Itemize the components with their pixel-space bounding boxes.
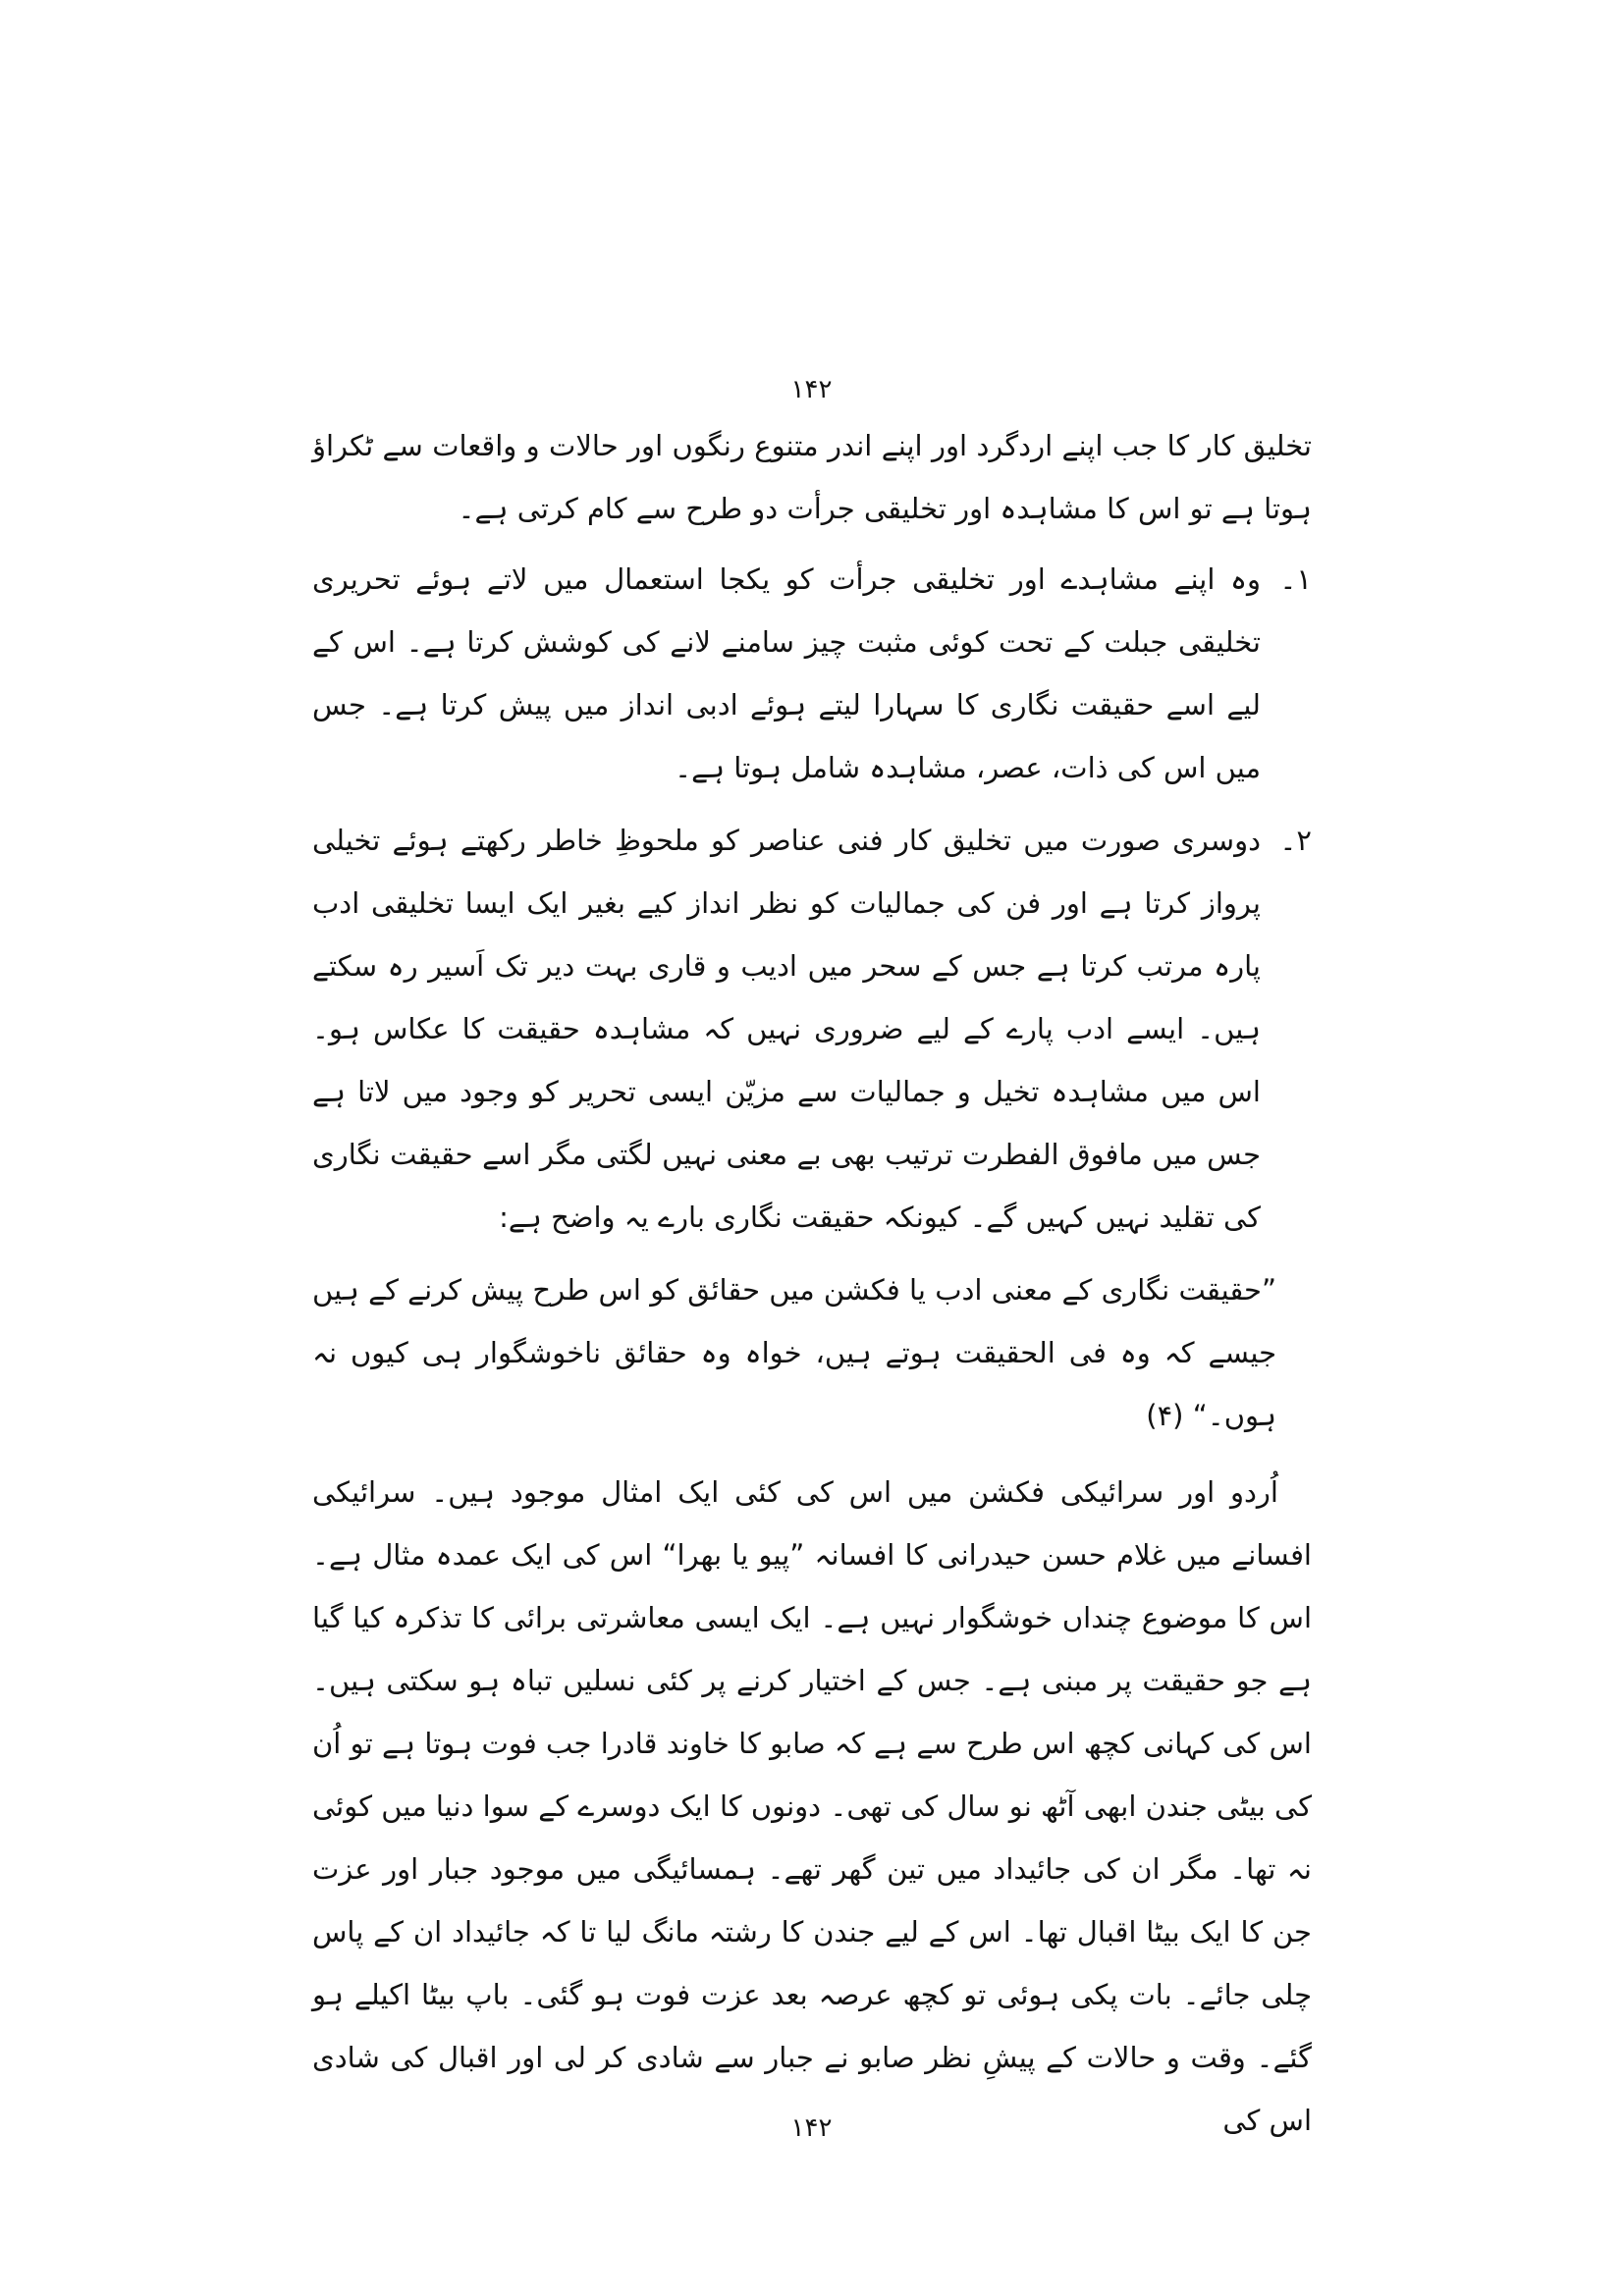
list-item-number: ۱۔ bbox=[1279, 562, 1312, 596]
list-item bbox=[312, 809, 1312, 1249]
intro-paragraph: تخلیق کار کا جب اپنے اردگرد اور اپنے اندر متنوع رنگوں اور حالات و واقعات سے ٹکراؤ ہوتا ہے تو اس کا مشاہدہ اور تخلیقی جرأت دو طرح سے کام کرتی ہے۔ bbox=[312, 429, 1312, 525]
block-quote: ”حقیقت نگاری کے معنی ادب یا فکشن میں حقائق کو اس طرح پیش کرنے کے ہیں جیسے کہ وہ فی الحقیقت ہوتے ہیں، خواہ وہ حقائق ناخوشگوار ہی کیوں نہ ہوں۔“ (۴) bbox=[312, 1273, 1276, 1432]
page-content bbox=[312, 414, 1312, 2152]
list-item bbox=[312, 548, 1312, 799]
page-number-top: ۱۴۲ bbox=[790, 375, 833, 404]
list-item-text: وہ اپنے مشاہدے اور تخلیقی جرأت کو یکجا استعمال میں لاتے ہوئے تحریری تخلیقی جبلت کے تحت کوئی مثبت چیز سامنے لانے کی کوشش کرتا ہے۔ اس کے لیے اسے حقیقت نگاری کا سہارا لیتے ہوئے ادبی انداز میں پیش کرتا ہے۔ جس میں اس کی ذات، عصر، مشاہدہ شامل ہوتا ہے۔ bbox=[312, 562, 1261, 784]
page-number-bottom: ۱۴۲ bbox=[790, 2113, 833, 2143]
body-paragraph: اُردو اور سرائیکی فکشن میں اس کی کئی ایک امثال موجود ہیں۔ سرائیکی افسانے میں غلام حسن حیدرانی کا افسانہ ”پیو یا بھرا“ اس کی ایک عمدہ مثال ہے۔ اس کا موضوع چنداں خوشگوار نہیں ہے۔ ایک ایسی معاشرتی برائی کا تذکرہ کیا گیا ہے جو حقیقت پر مبنی ہے۔ جس کے اختیار کرنے پر کئی نسلیں تباہ ہو سکتی ہیں۔ اس کی کہانی کچھ اس طرح سے ہے کہ صابو کا خاوند قادرا جب فوت ہوتا ہے تو اُن کی بیٹی جندن ابھی آٹھ نو سال کی تھی۔ دونوں کا ایک دوسرے کے سوا دنیا میں کوئی نہ تھا۔ مگر ان کی جائیداد میں تین گھر تھے۔ ہمسائیگی میں موجود جبار اور عزت جن کا ایک بیٹا اقبال تھا۔ اس کے لیے جندن کا رشتہ مانگ لیا تا کہ جائیداد ان کے پاس چلی جائے۔ بات پکی ہوئی تو کچھ عرصہ بعد عزت فوت ہو گئی۔ باپ بیٹا اکیلے ہو گئے۔ وقت و حالات کے پیشِ نظر صابو نے جبار سے شادی کر لی اور اقبال کی شادی اس کی bbox=[312, 1475, 1312, 2137]
list-item-number: ۲۔ bbox=[1279, 824, 1312, 857]
list-item-text: دوسری صورت میں تخلیق کار فنی عناصر کو ملحوظِ خاطر رکھتے ہوئے تخیلی پرواز کرتا ہے اور فن کی جمالیات کو نظر انداز کیے بغیر ایک ایسا تخلیقی ادب پارہ مرتب کرتا ہے جس کے سحر میں ادیب و قاری بہت دیر تک اَسیر رہ سکتے ہیں۔ ایسے ادب پارے کے لیے ضروری نہیں کہ مشاہدہ حقیقت کا عکاس ہو۔ اس میں مشاہدہ تخیل و جمالیات سے مزیّن ایسی تحریر کو وجود میں لاتا ہے جس میں مافوق الفطرت ترتیب بھی بے معنی نہیں لگتی مگر اسے حقیقت نگاری کی تقلید نہیں کہیں گے۔ کیونکہ حقیقت نگاری بارے یہ واضح ہے: bbox=[312, 824, 1261, 1234]
